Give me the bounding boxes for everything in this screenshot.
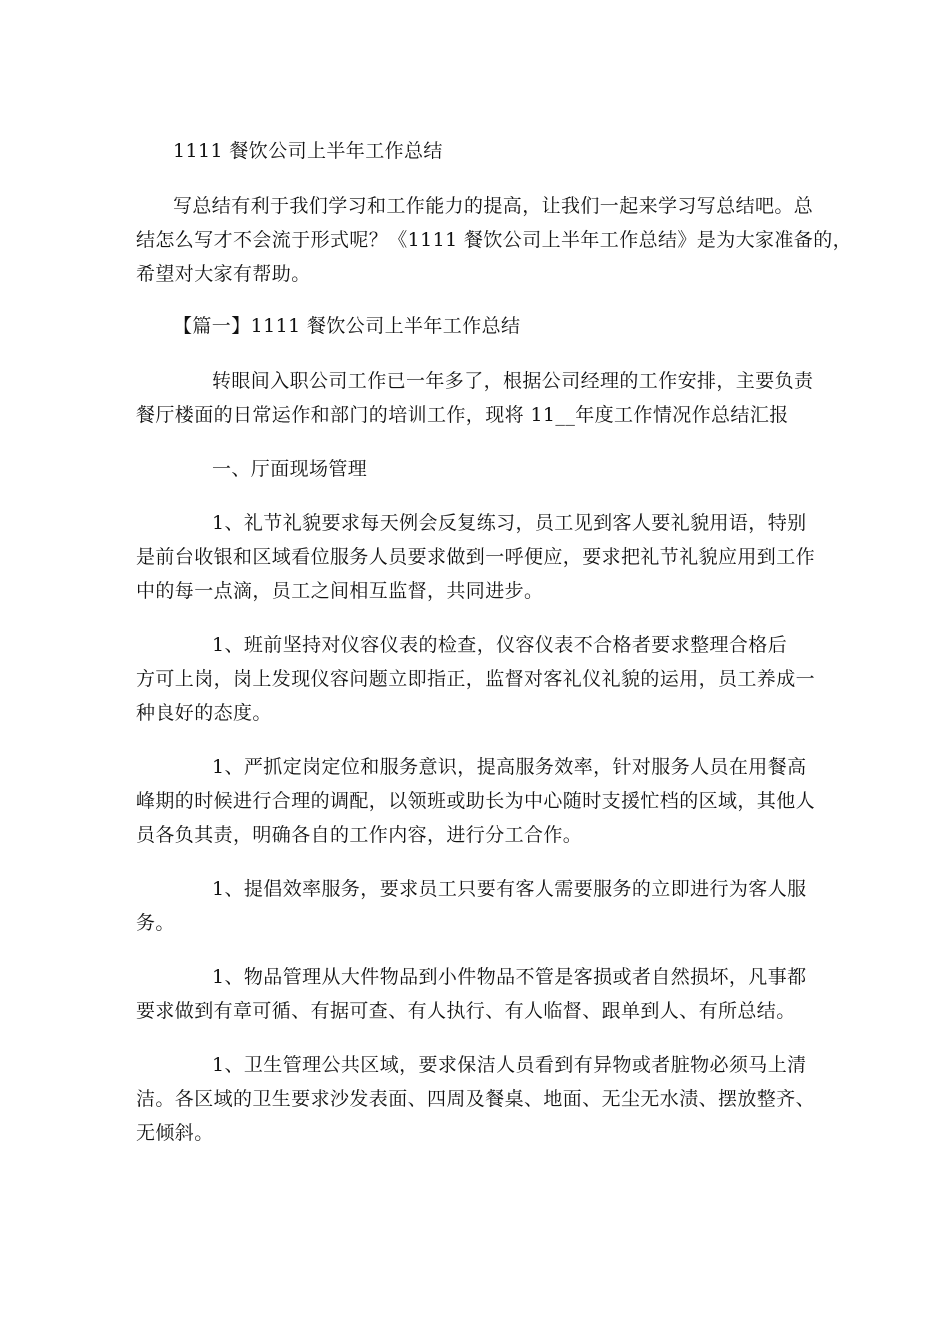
opening-line-2: 餐厅楼面的日常运作和部门的培训工作，现将 11__年度工作情况作总结汇报 — [136, 404, 789, 426]
paragraph-5-line-2: 要求做到有章可循、有据可查、有人执行、有人临督、跟单到人、有所总结。 — [136, 1000, 796, 1022]
paragraph-3-line-3: 员各负其责，明确各自的工作内容，进行分工合作。 — [136, 824, 583, 846]
document-title: 1111 餐饮公司上半年工作总结 — [173, 140, 443, 162]
paragraph-4-line-2: 务。 — [136, 912, 175, 934]
paragraph-2-line-3: 种良好的态度。 — [136, 702, 272, 724]
paragraph-1-line-1: 1、礼节礼貌要求每天例会反复练习，员工见到客人要礼貌用语，特别 — [212, 512, 807, 534]
paragraph-6-line-2: 洁。各区域的卫生要求沙发表面、四周及餐桌、地面、无尘无水渍、摆放整齐、 — [136, 1088, 816, 1110]
paragraph-3-line-1: 1、严抓定岗定位和服务意识，提高服务效率，针对服务人员在用餐高 — [212, 756, 807, 778]
subheading: 一、厅面现场管理 — [212, 458, 368, 480]
intro-line-1: 写总结有利于我们学习和工作能力的提高，让我们一起来学习写总结吧。总 — [173, 195, 814, 217]
intro-line-3: 希望对大家有帮助。 — [136, 263, 311, 285]
paragraph-2-line-1: 1、班前坚持对仪容仪表的检查，仪容仪表不合格者要求整理合格后 — [212, 634, 788, 656]
paragraph-1-line-3: 中的每一点滴，员工之间相互监督，共同进步。 — [136, 580, 544, 602]
paragraph-2-line-2: 方可上岗，岗上发现仪容问题立即指正，监督对客礼仪礼貌的运用，员工养成一 — [136, 668, 816, 690]
section-heading: 【篇一】1111 餐饮公司上半年工作总结 — [173, 315, 521, 337]
intro-line-2: 结怎么写才不会流于形式呢？《1111 餐饮公司上半年工作总结》是为大家准备的， — [136, 229, 852, 251]
paragraph-1-line-2: 是前台收银和区域看位服务人员要求做到一呼便应，要求把礼节礼貌应用到工作 — [136, 546, 816, 568]
paragraph-6-line-1: 1、卫生管理公共区域，要求保洁人员看到有异物或者脏物必须马上清 — [212, 1054, 807, 1076]
opening-line-1: 转眼间入职公司工作已一年多了，根据公司经理的工作安排，主要负责 — [212, 370, 814, 392]
paragraph-6-line-3: 无倾斜。 — [136, 1122, 214, 1144]
paragraph-3-line-2: 峰期的时候进行合理的调配，以领班或助长为中心随时支援忙档的区域，其他人 — [136, 790, 816, 812]
paragraph-4-line-1: 1、提倡效率服务，要求员工只要有客人需要服务的立即进行为客人服 — [212, 878, 807, 900]
paragraph-5-line-1: 1、物品管理从大件物品到小件物品不管是客损或者自然损坏，凡事都 — [212, 966, 807, 988]
